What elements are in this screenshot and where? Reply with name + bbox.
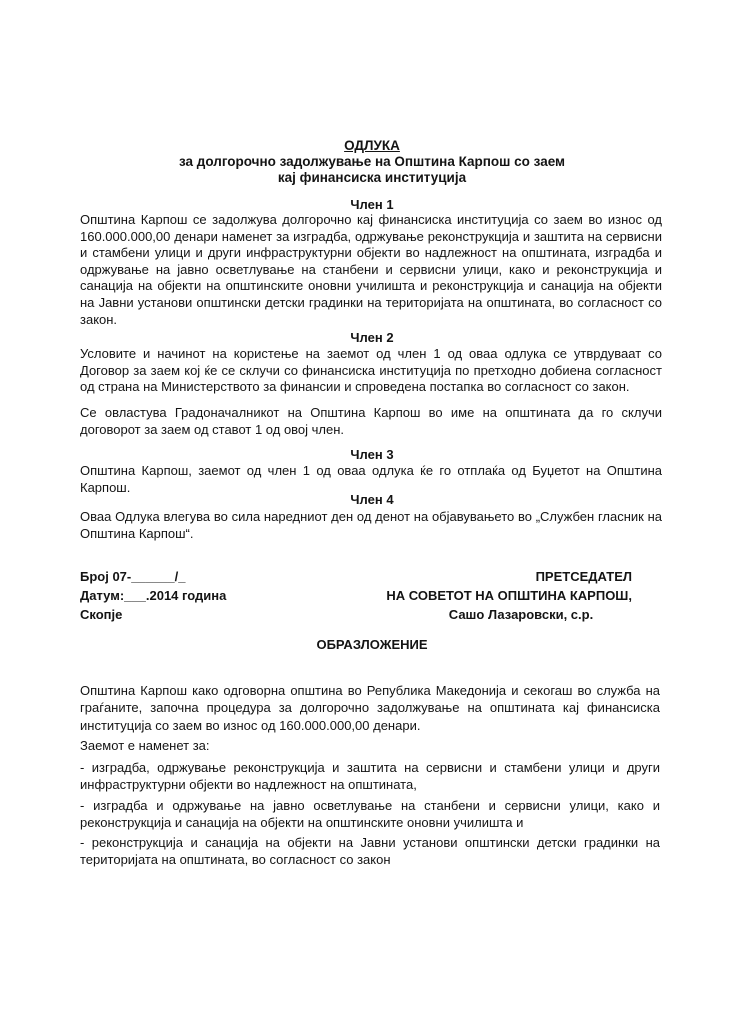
article-4-paragraph: Оваа Одлука влегува во сила наредниот ден од денот на објавувањето во „Службен гласник на Општина Карпош“. (80, 509, 662, 541)
article-2-paragraph: Се овластува Градоначалникот на Општина Карпош во име на општината да го склучи договорот за заем од ставот 1 од овој член. (80, 405, 662, 437)
document-number: Број 07-______/_ (80, 569, 186, 584)
explanation-list-item: - реконструкција и санација на објекти на Јавни установи општински детски градинки на територијата на општината, во согласност со закон (80, 835, 660, 868)
article-2-heading: Член 2 (350, 330, 394, 345)
document-place: Скопје (80, 607, 123, 622)
explanation-list-item: - изградба и одржување на јавно осветлување на станбени и сервисни улици, како и реконструкција и санација на објекти на општинските оновни училишта и (80, 798, 660, 831)
explanation-list-item: - изградба, одржување реконструкција и заштита на сервисни и стамбени улици и други инфраструктурни објекти во надлежност на општината, (80, 760, 660, 793)
signatory-title: НА СОВЕТОТ НА ОПШТИНА КАРПОШ, (386, 588, 632, 603)
article-3-paragraph: Општина Карпош, заемот од член 1 од оваа одлука ќе го отплаќа од Буџетот на Општина Карпош. (80, 463, 662, 495)
article-3-heading: Член 3 (350, 447, 394, 462)
explanation-heading: ОБРАЗЛОЖЕНИЕ (316, 637, 428, 652)
signature-block (370, 567, 632, 624)
explanation-purpose-lead: Заемот е наменет за: (80, 738, 210, 753)
signatory-title: ПРЕТСЕДАТЕЛ (535, 569, 632, 584)
signatory-name: Сашо Лазаровски, с.р. (448, 607, 594, 622)
document-subtitle: кај финансиска институција (277, 170, 467, 185)
document-subtitle: за долгорочно задолжување на Општина Карпош со заем (178, 154, 566, 169)
article-1-heading: Член 1 (350, 197, 394, 212)
article-1-paragraph: Општина Карпош се задолжува долгорочно кај финансиска институција со заем во износ од 160.000.000,00 денари наменет за изградба, одржување реконструкција и заштита на сервисни и стамбени улици и други инфраструктурни објекти во надлежност на општината, изградба и одржување на јавно осветлување на станбени и сервисни улици, како и реконструкција и санација на објекти на општинските оновни училишта и реконструкција и санација на објекти на Јавни установи општински детски градинки на територијата на општината, во согласност со закон. (80, 212, 662, 327)
document-reference-block (80, 567, 226, 624)
article-2-paragraph: Условите и начинот на користење на заемот од член 1 од оваа одлука се утврдуваат со Договор за заем кој ќе се склучи со финансиска институција по претходно добиена согласност од страна на Министерството за финансии и спроведена постапка во согласност со закон. (80, 346, 662, 395)
document-title: ОДЛУКА (344, 138, 400, 153)
article-4-heading: Член 4 (350, 492, 394, 507)
document-date: Датум:___.2014 година (80, 588, 227, 603)
explanation-intro: Општина Карпош како одговорна општина во Република Македонија и секогаш во служба на граѓаните, започна процедура за долгорочно задолжување на општината кај финансиска институција со заем во износ од 160.000.000,00 денари. (80, 683, 660, 733)
